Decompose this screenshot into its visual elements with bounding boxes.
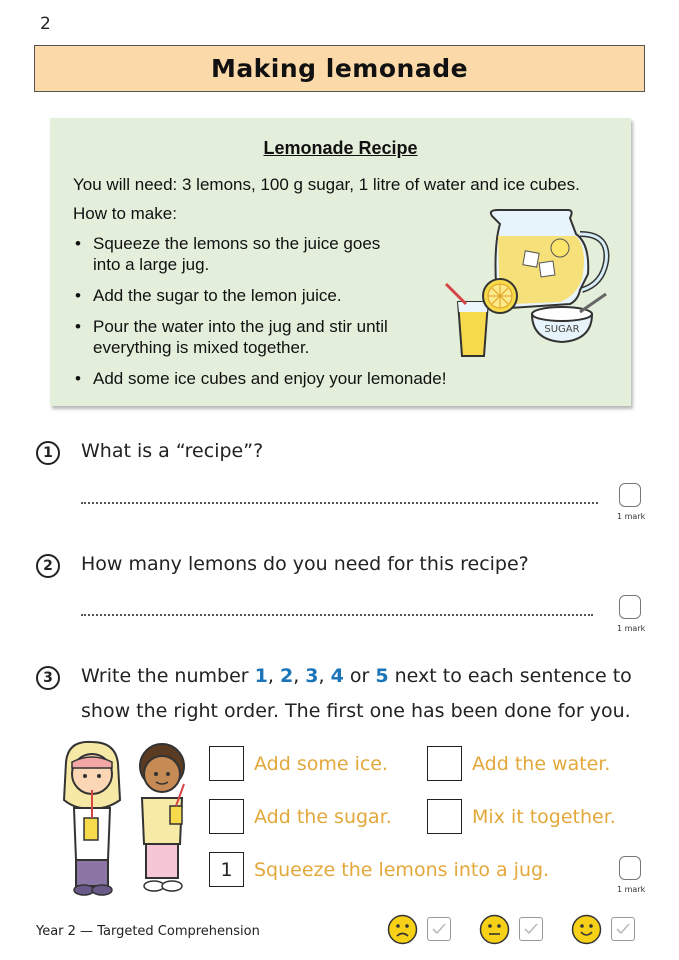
question-number: 3 xyxy=(36,666,60,690)
tick-icon xyxy=(615,921,631,937)
tick-icon xyxy=(431,921,447,937)
recipe-step xyxy=(73,316,493,358)
children-illustration xyxy=(58,740,203,900)
order-number: 1 xyxy=(254,665,268,687)
recipe-step xyxy=(73,368,493,389)
order-number: 3 xyxy=(305,665,319,687)
order-item xyxy=(209,852,549,887)
recipe-step xyxy=(73,285,493,306)
recipe-step-line: • Add the sugar to the lemon juice. xyxy=(93,286,342,305)
order-item xyxy=(427,799,616,834)
question-text: What is a “recipe”? xyxy=(81,440,264,462)
question-number: 2 xyxy=(36,554,60,578)
lemonade-illustration xyxy=(440,204,610,364)
title-bar xyxy=(34,45,645,92)
question-text-prefix: Write the number xyxy=(81,665,255,687)
recipe-step-line: • Pour the water into the jug and stir until xyxy=(93,317,388,336)
mark-label: 1 mark xyxy=(617,624,646,633)
recipe-step xyxy=(73,233,493,275)
recipe-step-line: everything is mixed together. xyxy=(93,338,310,357)
tick-box[interactable] xyxy=(611,917,635,941)
page-title: Making lemonade xyxy=(210,54,469,83)
question-text: How many lemons do you need for this recipe? xyxy=(81,553,529,575)
order-item-text: Squeeze the lemons into a jug. xyxy=(254,858,550,881)
order-number: 2 xyxy=(279,665,294,687)
question-text-line-2: show the right order. The first one has been done for you. xyxy=(81,700,631,722)
order-answer-box[interactable]: 1 xyxy=(209,852,244,887)
question-text-suffix: next to each sentence to xyxy=(388,665,632,687)
order-number: 5 xyxy=(375,665,389,687)
question-text-line-1: Write the number 1, 2, 3, 4 or 5 next to each sentence to xyxy=(81,665,632,687)
mark-box[interactable] xyxy=(619,856,641,880)
recipe-step-line: • Add some ice cubes and enjoy your lemonade! xyxy=(93,369,447,388)
answer-line[interactable] xyxy=(81,614,593,616)
order-item-text: Add the water. xyxy=(472,752,611,775)
sad-face-icon xyxy=(387,914,418,945)
question-number: 1 xyxy=(36,441,60,465)
order-answer-box[interactable] xyxy=(209,799,244,834)
order-item xyxy=(209,799,392,834)
recipe-ingredients: You will need: 3 lemons, 100 g sugar, 1 litre of water and ice cubes. xyxy=(73,175,580,194)
answer-line[interactable] xyxy=(81,502,598,504)
tick-box[interactable] xyxy=(519,917,543,941)
happy-face-icon xyxy=(571,914,602,945)
recipe-box xyxy=(50,118,631,406)
order-answer-box[interactable] xyxy=(209,746,244,781)
page-number: 2 xyxy=(40,14,51,34)
recipe-step-line: into a large jug. xyxy=(93,255,210,274)
recipe-title: Lemonade Recipe xyxy=(263,138,418,158)
order-answer-box[interactable] xyxy=(427,799,462,834)
tick-icon xyxy=(523,921,539,937)
sugar-bowl-label: SUGAR xyxy=(544,324,580,335)
order-item-text: Add some ice. xyxy=(254,752,389,775)
order-item-text: Add the sugar. xyxy=(254,805,392,828)
mark-box[interactable] xyxy=(619,595,641,619)
mark-box[interactable] xyxy=(619,483,641,507)
footer-text: Year 2 — Targeted Comprehension xyxy=(36,924,260,939)
tick-box[interactable] xyxy=(427,917,451,941)
mark-label: 1 mark xyxy=(617,512,646,521)
order-item xyxy=(427,746,610,781)
order-item-text: Mix it together. xyxy=(472,805,616,828)
recipe-step-line: • Squeeze the lemons so the juice goes xyxy=(93,234,381,253)
mark-label: 1 mark xyxy=(617,885,646,894)
order-item xyxy=(209,746,388,781)
recipe-steps xyxy=(73,233,493,399)
order-number: 4 xyxy=(330,665,344,687)
order-answer-box[interactable] xyxy=(427,746,462,781)
recipe-how-to-heading: How to make: xyxy=(73,204,177,223)
neutral-face-icon xyxy=(479,914,510,945)
